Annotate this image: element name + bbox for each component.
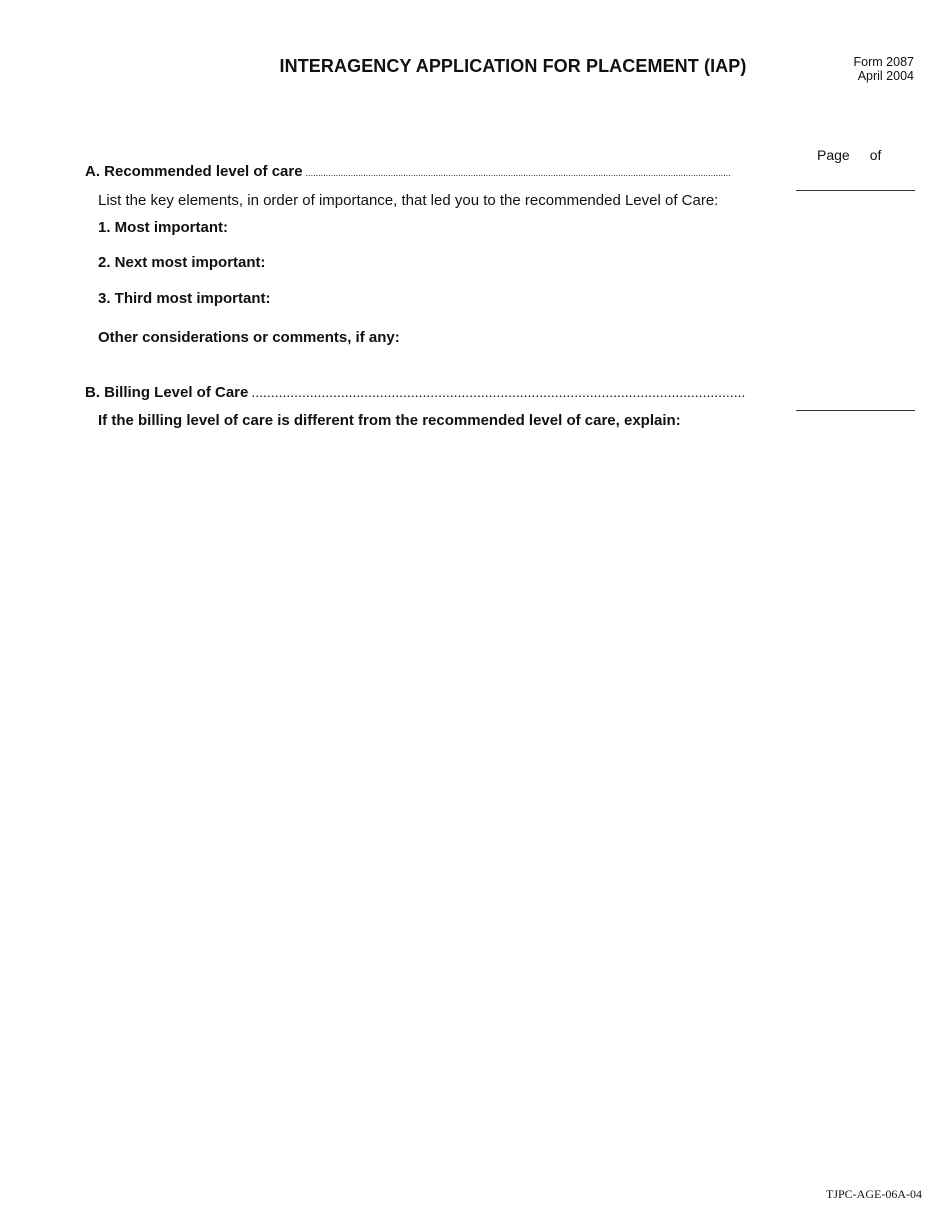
billing-level-field-line[interactable] [796, 410, 915, 411]
form-title: INTERAGENCY APPLICATION FOR PLACEMENT (IAP) [279, 56, 747, 76]
section-b-label: B. Billing Level of Care [85, 384, 249, 401]
form-number: Form 2087 [853, 55, 914, 69]
item-next-most-important: 2. Next most important: [98, 254, 266, 271]
section-a-instructions: List the key elements, in order of importance, that led you to the recommended Level of Care: [98, 192, 719, 209]
page-number-box [817, 147, 881, 163]
form-date: April 2004 [857, 69, 914, 83]
item-third-most-important: 3. Third most important: [98, 290, 271, 307]
form-meta [854, 55, 914, 83]
footer-form-code: TJPC-AGE-06A-04 [826, 1187, 922, 1201]
recommended-level-field-line[interactable] [796, 190, 915, 191]
other-considerations-label: Other considerations or comments, if any: [98, 329, 400, 346]
section-a-row [85, 163, 782, 180]
section-b-row [85, 384, 782, 401]
section-b-leader-dots: ............................................................................................................................... [251, 384, 746, 400]
item-most-important: 1. Most important: [98, 219, 228, 236]
section-a-leader-dots: .......................................................................................................................................................................... [305, 168, 731, 178]
of-label: of [869, 147, 882, 163]
billing-explain-label: If the billing level of care is different from the recommended level of care, explain: [98, 412, 681, 429]
section-a-label: A. Recommended level of care [85, 163, 303, 180]
page-label: Page [817, 147, 850, 163]
